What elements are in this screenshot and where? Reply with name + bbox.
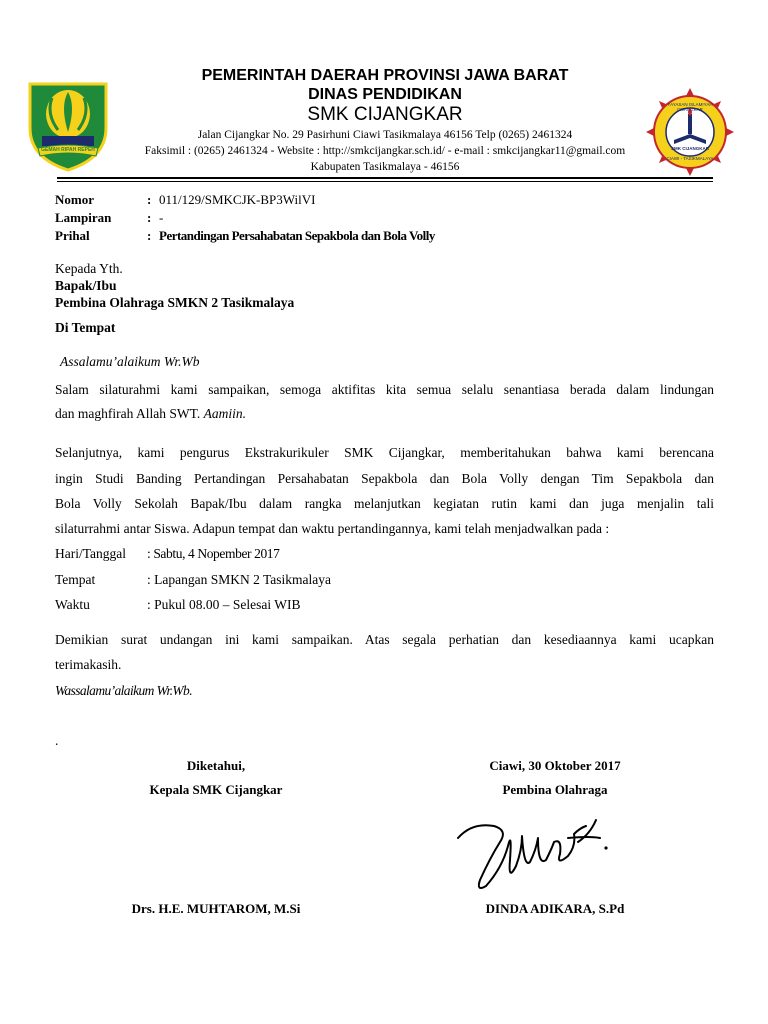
paragraph-1-text: dan maghfirah Allah SWT.	[55, 406, 201, 421]
paragraph-1-line-2	[55, 406, 246, 422]
recipient-line-2: Bapak/Ibu	[55, 278, 117, 293]
schedule-time	[55, 597, 301, 613]
paragraph-1-aamiin: Aamiin.	[203, 406, 246, 421]
left-logo-motto: GEMAH RIPAH REPEH RAPIH	[41, 147, 95, 159]
letterhead-department: DINAS PENDIDIKAN	[308, 86, 462, 103]
recipient-line-3: Pembina Olahraga SMKN 2 Tasikmalaya	[55, 295, 295, 310]
schedule-date-value: : Sabtu, 4 Nopember 2017	[147, 546, 280, 561]
greeting: Assalamu’alaikum Wr.Wb	[60, 354, 200, 369]
signature-right-line-2: Pembina Olahraga	[502, 782, 608, 797]
letterhead-government: PEMERINTAH DAERAH PROVINSI JAWA BARAT	[201, 67, 569, 84]
meta-colon: :	[147, 210, 152, 225]
letterhead-rule-thick	[57, 177, 713, 179]
meta-lampiran-value: -	[159, 210, 164, 225]
letterhead-rule-thin	[57, 181, 713, 182]
signature-right-line-1: Ciawi, 30 Oktober 2017	[489, 758, 621, 773]
school-emblem-icon	[644, 86, 736, 178]
meta-lampiran-label: Lampiran	[55, 210, 112, 225]
signature-left-name: Drs. H.E. MUHTAROM, M.Si	[131, 901, 301, 916]
meta-lampiran	[55, 210, 163, 226]
schedule-time-label: Waktu	[55, 597, 90, 612]
meta-nomor	[55, 192, 315, 208]
meta-prihal-value: Pertandingan Persahabatan Sepakbola dan Bola Volly	[159, 228, 435, 243]
signature-left-line-2: Kepala SMK Cijangkar	[149, 782, 283, 797]
meta-prihal	[55, 228, 435, 244]
meta-colon: :	[147, 228, 152, 243]
letterhead-school-name: SMK CIJANGKAR	[307, 104, 463, 125]
schedule-place-value: : Lapangan SMKN 2 Tasikmalaya	[147, 572, 332, 587]
paragraph-3-line-2: terimakasih.	[55, 657, 122, 672]
paragraph-3-line-1: Demikian surat undangan ini kami sampaikan. Atas segala perhatian dan kesediaannya kami ucapkan	[55, 632, 714, 647]
right-logo-text-bottom: CIAWI - TASIKMALAYA	[666, 156, 714, 161]
meta-nomor-label: Nomor	[55, 192, 94, 207]
schedule-place-label: Tempat	[55, 572, 96, 587]
paragraph-2-line-1: Selanjutnya, kami pengurus Ekstrakurikuler SMK Cijangkar, memberitahukan bahwa kami berencana	[55, 445, 714, 460]
schedule-place	[55, 572, 331, 588]
right-logo-text-top: YAYASAN ISLAMIYAH CIJANGKAR	[667, 102, 713, 112]
letterhead-contact: Faksimil : (0265) 2461324 - Website : http://smkcijangkar.sch.id/ - e-mail : smkcijangkar11@gmail.com	[144, 145, 626, 157]
paragraph-2-line-2: ingin Studi Banding Pertandingan Persahabatan Sepakbola dan Bola Volly dengan Tim Sepakbola dan	[55, 471, 714, 486]
schedule-date	[55, 546, 280, 562]
letterhead-address: Jalan Cijangkar No. 29 Pasirhuni Ciawi Tasikmalaya 46156 Telp (0265) 2461324	[197, 129, 573, 141]
schedule-date-label: Hari/Tanggal	[55, 546, 127, 561]
paragraph-1-line-1: Salam silaturahmi kami sampaikan, semoga aktifitas kita semua selalu senantiasa berada dalam lindungan	[55, 382, 714, 397]
west-java-emblem-icon	[22, 78, 114, 174]
meta-colon: :	[147, 192, 152, 207]
recipient-line-1: Kepada Yth.	[55, 261, 123, 276]
recipient-line-4: Di Tempat	[55, 320, 116, 335]
right-logo	[644, 86, 736, 178]
meta-nomor-value: 011/129/SMKCJK-BP3WilVI	[159, 192, 316, 207]
closing-greeting: Wassalamu’alaikum Wr.Wb.	[55, 683, 192, 698]
signature-left-line-1: Diketahui,	[186, 758, 246, 773]
stray-dot: .	[55, 733, 59, 748]
signature-right-name: DINDA ADIKARA, S.Pd	[485, 901, 625, 916]
letterhead-regency: Kabupaten Tasikmalaya - 46156	[310, 161, 460, 173]
meta-prihal-label: Prihal	[55, 228, 90, 243]
right-logo-text-mid: SMK CIJANGKAR	[670, 146, 709, 151]
left-logo	[22, 78, 114, 174]
paragraph-2-line-4: silaturrahmi antar Siswa. Adapun tempat dan waktu pertandingannya, kami telah menjadwalkan pada :	[55, 521, 610, 536]
schedule-time-value: : Pukul 08.00 – Selesai WIB	[147, 597, 301, 612]
handwritten-signature	[450, 808, 620, 900]
paragraph-2-line-3: Bola Volly Sekolah Bapak/Ibu dalam rangka melanjutkan kegiatan rutin kami dan juga menjalin tali	[55, 496, 714, 511]
